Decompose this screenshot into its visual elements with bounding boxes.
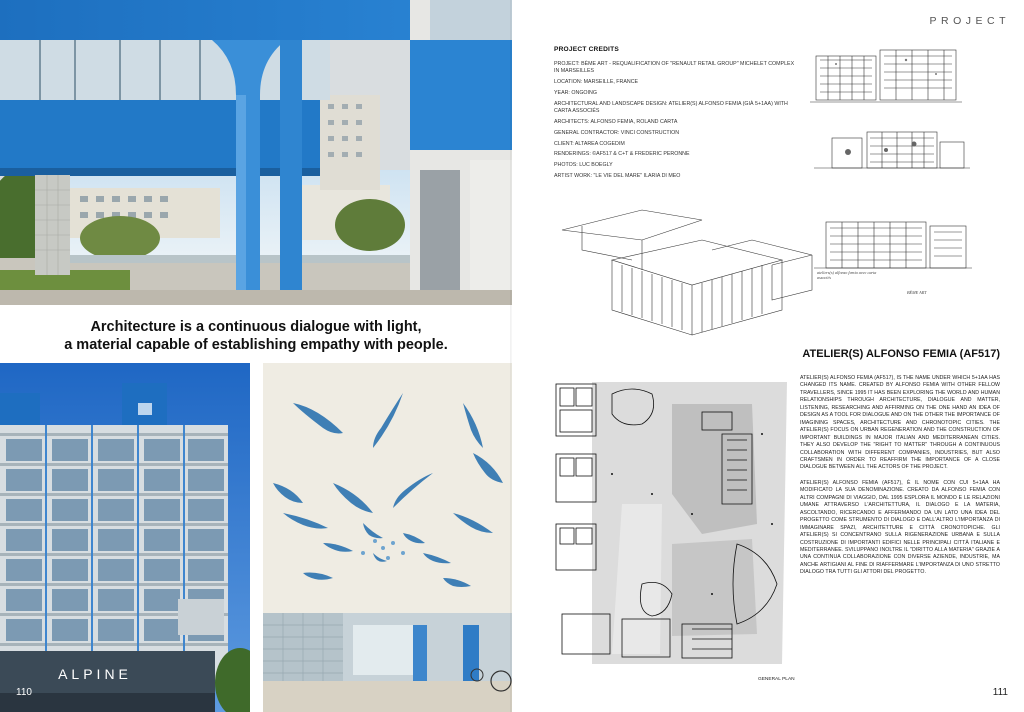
credit-line: ARCHITECTS: ALFONSO FEMIA, ROLAND CARTA <box>554 118 678 125</box>
right-page <box>512 0 1024 712</box>
project-credits <box>554 46 799 184</box>
credit-line: RENDERINGS: ©AF517 & C+T & FREDERIC PERONNE <box>554 151 690 158</box>
credit-line: PHOTOS: LUC BOEGLY <box>554 162 613 169</box>
bio-paragraph-english: ATELIER(S) ALFONSO FEMIA (AF517), IS THE NAME UNDER WHICH 5+1AA HAS CHANGED ITS NAME. CREATED BY ALFONSO FEMIA WITH OTHER FELLOW TRAVELLERS, SINCE 1995 IT HAS BEEN EXPLORING THE WORLD AND HUMAN RELATIONSHIPS THROUGH ARCHITECTURE, DIALOGUE AND MATTER, LISTENING, RESEARCHING AND AFFIRMING ON THE ONE HAND AN IDEA OF DESIGN AS A TOOL FOR DIALOGUE AND ON THE OTHER THE IMPORTANCE OF IMAGINING SPACES, ARCHITECTURE AND CHRONOTOPIC CITIES. THE ATELIER(S) FOCUS ON URBAN REGENERATION AND THE CONSTRUCTION OF IMPORTANT BUILDINGS IN MAJOR ITALIAN AND MEDITERRANEAN CITIES. THEY ALSO DEVELOP THE "RIGHT TO MATTER" THROUGH A CONTINUOUS COLLABORATION WITH DIFFERENT COMPANIES, INDUSTRIES, BUT ALSO CRAFTSMEN IN ORDER TO REAFFIRM THE IMPORTANCE OF A CLOSE DIALOGUE BETWEEN ALL THE ACTORS OF THE PROJECT. <box>800 375 1000 471</box>
studio-bio <box>800 375 1000 585</box>
section-tag: PROJECT <box>929 15 1010 27</box>
alpine-sign: ALPINE <box>58 666 132 682</box>
pull-quote-line-2: a material capable of establishing empathy with people. <box>64 337 448 353</box>
credit-line: LOCATION: MARSEILLE, FRANCE <box>554 78 639 85</box>
pull-quote-line-1: Architecture is a continuous dialogue with light, <box>90 319 422 335</box>
sketch-elevation-1 <box>806 44 966 108</box>
credit-line: GENERAL CONTRACTOR: VINCI CONSTRUCTION <box>554 129 680 136</box>
sketch-note-signature: ateliers(s) alfonso femia avec carta associés <box>817 270 877 280</box>
project-credits-heading: PROJECT CREDITS <box>554 46 619 53</box>
credit-line: PROJECT: BÈME ART - REQUALIFICATION OF "RENAULT RETAIL GROUP" MICHELET COMPLEX IN MARSEILLES <box>554 61 795 74</box>
credit-line: CLIENT: ALTAREA COGEDIM <box>554 140 625 147</box>
pull-quote <box>20 318 492 354</box>
bio-paragraph-italian: ATELIER(S) ALFONSO FEMIA (AF517), È IL NOME CON CUI 5+1AA HA MODIFICATO LA SUA DENOMINAZIONE. CREATO DA ALFONSO FEMIA CON ALTRI COMPAGNI DI VIAGGIO, DAL 1995 ESPLORA IL MONDO E LE RELAZIONI UMANE ATTRAVERSO L'ARCHITETTURA, IL DIALOGO E LA MATERIA, ASCOLTANDO, RICERCANDO E AFFERMANDO DA UN LATO UNA IDEA DEL PROGETTO COME STRUMENTO DI DIALOGO E DALL'ALTRO L'IMPORTANZA DI IMMAGINARE SPAZI, ARCHITETTURE E CITTÀ CRONOTOPICHE. GLI ATELIER(S) SI CONCENTRANO SULLA RIGENERAZIONE URBANA E SULLA COSTRUZIONE DI IMPORTANTI EDIFICI NELLE PRINCIPALI CITTÀ ITALIANE E MEDITERRANEE. SVILUPPANO INOLTRE IL "DIRITTO ALLA MATERIA" GRAZIE A UNA CONTINUA COLLABORAZIONE CON DIVERSE AZIENDE, INDUSTRIE, MA ANCHE ARTIGIANI AL FINE DI RIAFFERMARE L'IMPORTANZA DI UNO STRETTO DIALOGO TRA TUTTI GLI ATTORI DEL PROGETTO. <box>800 479 1000 576</box>
general-plan-drawing <box>552 374 797 669</box>
credit-line: ARCHITECTURAL AND LANDSCAPE DESIGN: ATELIER(S) ALFONSO FEMIA (GIÀ 5+1AA) WITH CARTA ASSOCIÉS <box>554 100 788 114</box>
plan-caption: GENERAL PLAN <box>758 677 795 682</box>
photo-tower-balconies <box>0 363 250 712</box>
sketch-elevation-2 <box>812 124 972 174</box>
credit-line: ARTIST WORK: "LE VIE DEL MARE" ILARIA DI MEO <box>554 173 681 180</box>
page-number-right: 111 <box>992 687 1008 698</box>
page-number-left: 110 <box>16 687 32 698</box>
studio-title: ATELIER(S) ALFONSO FEMIA (AF517) <box>802 348 1000 360</box>
photo-fish-ceiling-artwork <box>263 363 512 712</box>
sketch-note-title: BÈME ART <box>907 290 927 295</box>
sketch-axonometric <box>552 200 816 350</box>
credit-line: YEAR: ONGOING <box>554 89 597 96</box>
photo-blue-building-columns <box>0 0 512 305</box>
